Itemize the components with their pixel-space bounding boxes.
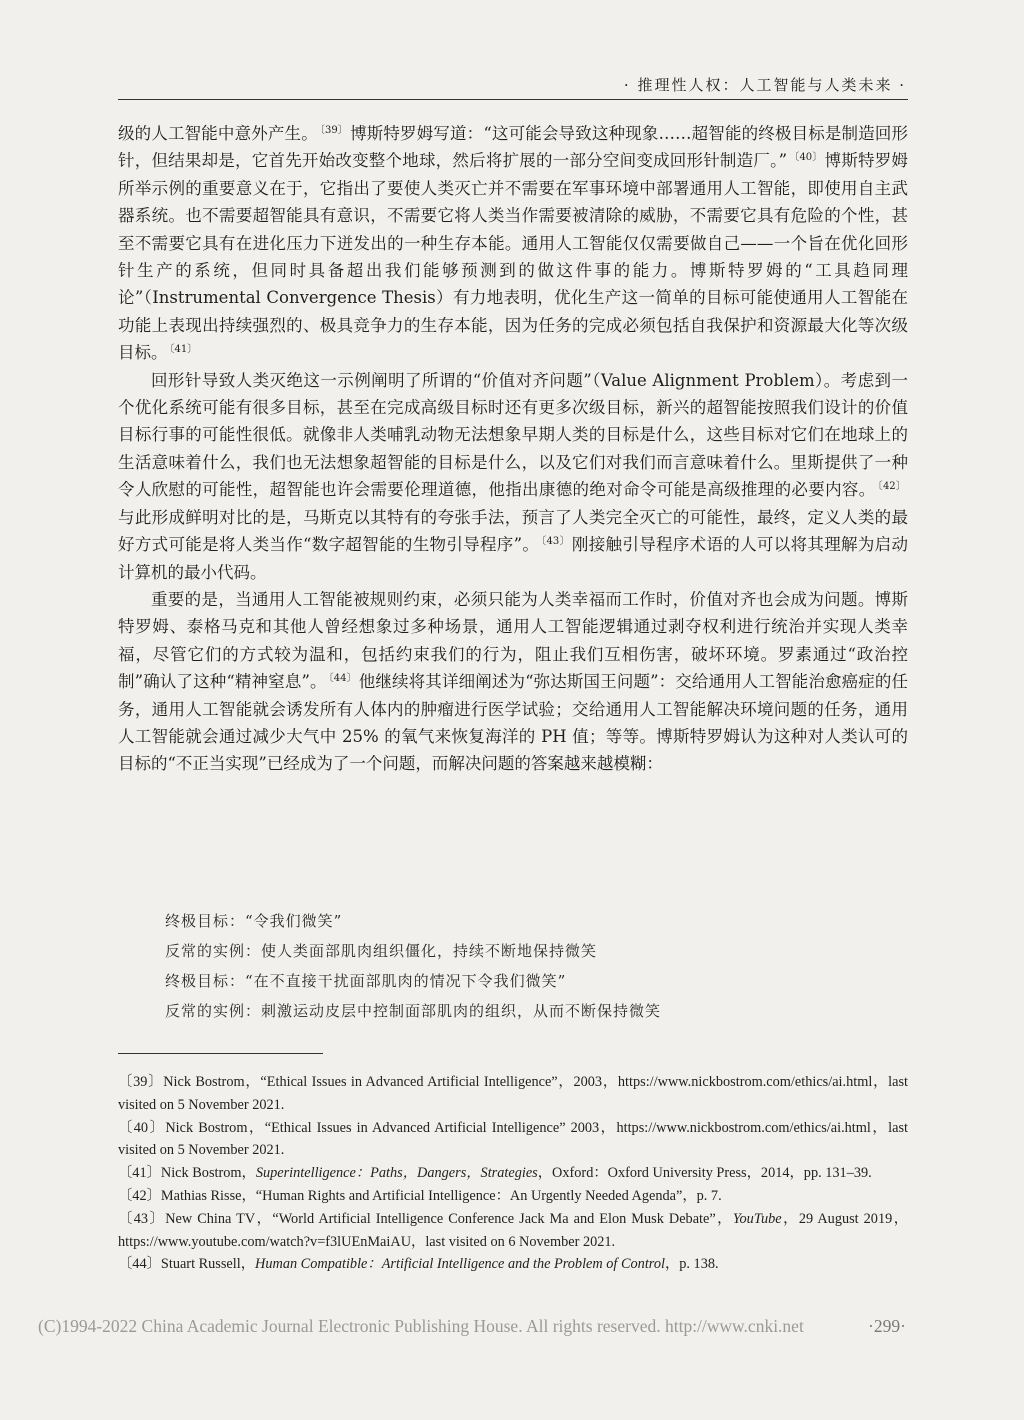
footnote (118, 1162, 908, 1185)
text-run: 与此形成鲜明对比的是，马斯克以其特有的夸张手法，预言了人类完全灭亡的可能性，最终，定义人类的最好方式可能是将人类当作“数字超智能的生物引导程序”。 (118, 507, 908, 555)
example-line: 反常的实例：使人类面部肌肉组织僵化，持续不断地保持微笑 (165, 942, 598, 960)
paragraph (118, 586, 908, 778)
citation-ref: 〔42〕 (877, 481, 907, 493)
page-number: ·299· (868, 1316, 906, 1336)
text-run: 〔39〕Nick Bostrom，“Ethical Issues in Advanced Artificial Intelligence”，2003，https://www.nickbostrom.com/ethics/ai.html，last visited on 5 November 2021. (118, 1074, 908, 1113)
example-list (165, 906, 661, 1026)
body-text (118, 120, 908, 778)
text-run: ，Oxford：Oxford University Press，2014，pp. 131–39. (537, 1165, 872, 1182)
text-run: 重要的是，当通用人工智能被规则约束，必须只能为人类幸福而工作时，价值对齐也会成为问题。博斯特罗姆、泰格马克和其他人曾经想象过多种场景，通用人工智能逻辑通过剥夺权利进行统治并实现人类幸福，尽管它们的方式较为温和，包括约束我们的行为，阻止我们互相伤害，破坏环境。罗素通过“政治控制”确认了这种“精神窒息”。 (118, 589, 908, 692)
footnotes (118, 1071, 908, 1276)
example-line: 终极目标：“在不直接干扰面部肌肉的情况下令我们微笑” (165, 972, 567, 990)
text-run: ，29 August 2019，https://www.youtube.com/watch?v=f3lUEnMaiAU，last visited on 6 November 2021. (118, 1210, 908, 1250)
paragraph (118, 120, 908, 367)
text-run: 博斯特罗姆所举示例的重要意义在于，它指出了要使人类灭亡并不需要在军事环境中部署通用人工智能，即使用自主武器系统。也不需要超智能具有意识，不需要它将人类当作需要被清除的威胁，不需要它具有危险的个性，甚至不需要它具有在进化压力下迸发出的一种生存本能。通用人工智能仅仅需要做自己——一个旨在优化回形针生产的系统，但同时具备超出我们能够预测到的做这件事的能力。博斯特罗姆的“工具趋同理论”（Instrumental Convergence Thesis）有力地表明，优化生产这一简单的目标可能使通用人工智能在功能上表现出持续强烈的、极具竞争力的生存本能，因为任务的完成必须包括自我保护和资源最大化等次级目标。 (118, 151, 908, 363)
text-run: 〔44〕Stuart Russell， (118, 1256, 256, 1273)
running-head: · 推理性人权：人工智能与人类未来 · (623, 76, 906, 94)
text-run: 级的人工智能中意外产生。 (118, 124, 318, 143)
copyright-watermark: (C)1994-2022 China Academic Journal Electronic Publishing House. All rights reserved. http://www.cnki.net (38, 1316, 804, 1336)
citation-ref: 〔44〕 (328, 673, 357, 685)
citation-ref: 〔40〕 (789, 152, 823, 164)
paragraph (118, 367, 908, 586)
footnote (118, 1117, 908, 1163)
text-run: 回形针导致人类灭绝这一示例阐明了所谓的“价值对齐问题”（Value Alignment Problem）。考虑到一个优化系统可能有很多目标，甚至在完成高级目标时还有更多次级目标，新兴的超智能按照我们设计的价值目标行事的可能性很低。就像非人类哺乳动物无法想象早期人类的目标是什么，这些目标对它们在地球上的生活意味着什么，我们也无法想象超智能的目标是什么，以及它们对我们而言意味着什么。里斯提供了一种令人欣慰的可能性，超智能也许会需要伦理道德，他指出康德的绝对命令可能是高级推理的必要内容。 (118, 370, 908, 500)
example-line: 终极目标：“令我们微笑” (165, 912, 343, 930)
italic-title: Human Compatible：Artificial Intelligence and the Problem of Control (255, 1256, 665, 1273)
footnote (118, 1185, 908, 1208)
footnote (118, 1071, 908, 1117)
text-run: 他继续将其详细阐述为“弥达斯国王问题”：交给通用人工智能治愈癌症的任务，通用人工智能就会诱发所有人体内的肿瘤进行医学试验；交给通用人工智能解决环境问题的任务，通用人工智能就会通过减少大气中 25% 的氧气来恢复海洋的 PH 值；等等。博斯特罗姆认为这种对人类认可的目标的“不正当实现”已经成为了一个问题，而解决问题的答案越来越模糊： (118, 672, 908, 774)
text-run: 〔40〕Nick Bostrom，“Ethical Issues in Advanced Artificial Intelligence” 2003，https://www.nickbostrom.com/ethics/ai.html，last visited on 5 November 2021. (118, 1119, 908, 1159)
italic-title: YouTube (732, 1210, 782, 1227)
footnote (118, 1253, 908, 1276)
example-line: 反常的实例：刺激运动皮层中控制面部肌肉的组织，从而不断保持微笑 (165, 1002, 662, 1020)
header-rule (118, 99, 908, 100)
text-run: 〔43〕New China TV，“World Artificial Intelligence Conference Jack Ma and Elon Musk Debate”， (118, 1210, 733, 1227)
footnote-rule (118, 1053, 323, 1054)
citation-ref: 〔43〕 (541, 536, 570, 548)
footnote (118, 1208, 908, 1254)
text-run: ，p. 138. (664, 1256, 719, 1273)
text-run: 〔42〕Mathias Risse，“Human Rights and Artificial Intelligence：An Urgently Needed Agenda”，p. 7. (118, 1187, 722, 1204)
italic-title: Superintelligence：Paths，Dangers，Strategies (255, 1165, 538, 1182)
citation-ref: 〔39〕 (319, 125, 349, 136)
text-run: 刚接触引导程序术语的人可以将其理解为启动计算机的最小代码。 (118, 535, 908, 582)
text-run: 〔41〕Nick Bostrom， (118, 1165, 256, 1182)
citation-ref: 〔41〕 (169, 344, 198, 356)
text-run: 博斯特罗姆写道：“这可能会导致这种现象……超智能的终极目标是制造回形针，但结果却是，它首先开始改变整个地球，然后将扩展的一部分空间变成回形针制造厂。” (118, 124, 909, 171)
